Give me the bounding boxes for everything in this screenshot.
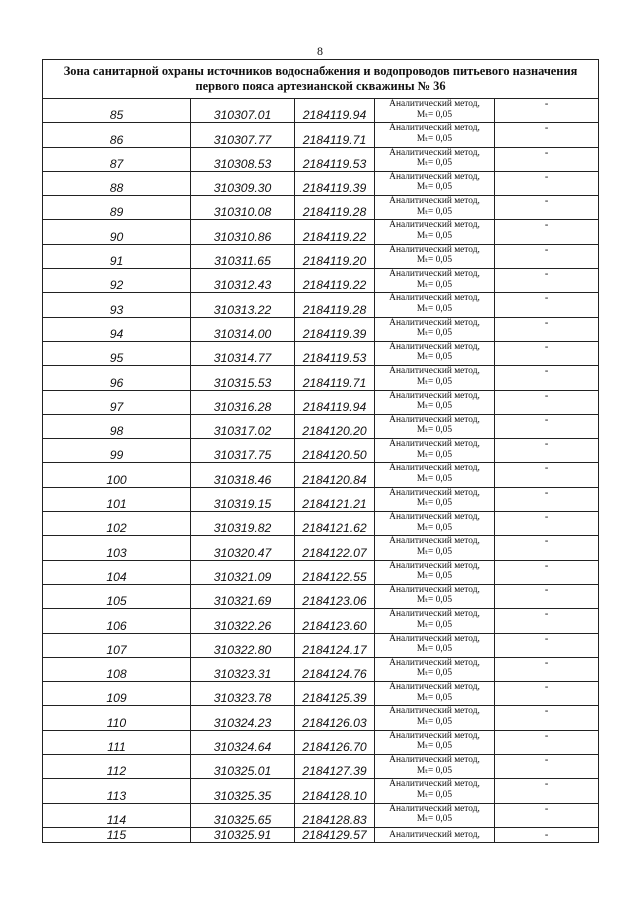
y-coordinate-cell: 2184119.20 [295, 244, 375, 268]
y-coordinate-cell: 2184119.22 [295, 220, 375, 244]
table-row [43, 633, 599, 657]
method-label: Аналитический метод, [389, 414, 480, 425]
accuracy-label: Mₜ= 0,05 [416, 328, 453, 339]
x-coordinate-cell: 310310.08 [191, 196, 295, 220]
method-label: Аналитический метод, [389, 123, 480, 134]
table-row [43, 560, 599, 584]
accuracy-label: Mₜ= 0,05 [416, 206, 453, 217]
point-number-cell: 113 [43, 779, 191, 803]
y-coordinate-cell: 2184120.50 [295, 439, 375, 463]
method-cell [375, 293, 495, 317]
coordinates-table [42, 59, 599, 843]
x-coordinate-cell: 310309.30 [191, 171, 295, 195]
y-coordinate-cell: 2184119.71 [295, 123, 375, 147]
point-number-cell: 98 [43, 414, 191, 438]
method-label: Аналитический метод, [389, 366, 480, 377]
accuracy-label: Mₜ= 0,05 [416, 255, 453, 266]
accuracy-label: Mₜ= 0,05 [416, 230, 453, 241]
table-row [43, 244, 599, 268]
method-label: Аналитический метод, [389, 730, 480, 741]
method-label: Аналитический метод, [389, 609, 480, 620]
empty-value-cell: - [495, 196, 599, 220]
method-cell [375, 414, 495, 438]
table-row [43, 147, 599, 171]
accuracy-label: Mₜ= 0,05 [416, 716, 453, 727]
empty-value-cell: - [495, 682, 599, 706]
method-cell [375, 317, 495, 341]
empty-value-cell: - [495, 123, 599, 147]
point-number-cell: 102 [43, 512, 191, 536]
x-coordinate-cell: 310311.65 [191, 244, 295, 268]
empty-value-cell: - [495, 390, 599, 414]
method-label: Аналитический метод, [389, 220, 480, 231]
method-label: Аналитический метод, [389, 560, 480, 571]
method-cell [375, 803, 495, 827]
empty-value-cell: - [495, 706, 599, 730]
method-label: Аналитический метод, [389, 536, 480, 547]
y-coordinate-cell: 2184119.71 [295, 366, 375, 390]
y-coordinate-cell: 2184127.39 [295, 755, 375, 779]
point-number-cell: 90 [43, 220, 191, 244]
method-cell [375, 244, 495, 268]
empty-value-cell: - [495, 269, 599, 293]
y-coordinate-cell: 2184119.28 [295, 196, 375, 220]
x-coordinate-cell: 310321.69 [191, 584, 295, 608]
empty-value-cell: - [495, 803, 599, 827]
y-coordinate-cell: 2184121.62 [295, 512, 375, 536]
table-row [43, 293, 599, 317]
method-cell [375, 341, 495, 365]
empty-value-cell: - [495, 609, 599, 633]
accuracy-label: Mₜ= 0,05 [416, 401, 453, 412]
method-label: Аналитический метод, [389, 633, 480, 644]
x-coordinate-cell: 310325.01 [191, 755, 295, 779]
y-coordinate-cell: 2184126.03 [295, 706, 375, 730]
table-row [43, 317, 599, 341]
empty-value-cell: - [495, 463, 599, 487]
point-number-cell: 87 [43, 147, 191, 171]
table-row [43, 463, 599, 487]
x-coordinate-cell: 310324.23 [191, 706, 295, 730]
method-label: Аналитический метод, [389, 269, 480, 280]
accuracy-label: Mₜ= 0,05 [416, 376, 453, 387]
x-coordinate-cell: 310315.53 [191, 366, 295, 390]
accuracy-label: Mₜ= 0,05 [416, 644, 453, 655]
empty-value-cell: - [495, 536, 599, 560]
y-coordinate-cell: 2184122.07 [295, 536, 375, 560]
method-cell [375, 123, 495, 147]
accuracy-label: Mₜ= 0,05 [416, 133, 453, 144]
method-cell [375, 755, 495, 779]
method-cell [375, 827, 495, 842]
point-number-cell: 112 [43, 755, 191, 779]
table-row [43, 512, 599, 536]
point-number-cell: 99 [43, 439, 191, 463]
point-number-cell: 108 [43, 657, 191, 681]
y-coordinate-cell: 2184119.39 [295, 317, 375, 341]
method-label: Аналитический метод, [389, 341, 480, 352]
empty-value-cell: - [495, 171, 599, 195]
method-label: Аналитический метод, [389, 657, 480, 668]
method-cell [375, 609, 495, 633]
table-row [43, 99, 599, 123]
x-coordinate-cell: 310320.47 [191, 536, 295, 560]
empty-value-cell: - [495, 755, 599, 779]
method-cell [375, 171, 495, 195]
empty-value-cell: - [495, 633, 599, 657]
accuracy-label: Mₜ= 0,05 [416, 668, 453, 679]
point-number-cell: 109 [43, 682, 191, 706]
accuracy-label: Mₜ= 0,05 [416, 303, 453, 314]
table-row [43, 803, 599, 827]
table-row [43, 439, 599, 463]
x-coordinate-cell: 310325.65 [191, 803, 295, 827]
point-number-cell: 101 [43, 487, 191, 511]
method-label: Аналитический метод, [389, 390, 480, 401]
x-coordinate-cell: 310322.80 [191, 633, 295, 657]
y-coordinate-cell: 2184119.28 [295, 293, 375, 317]
point-number-cell: 105 [43, 584, 191, 608]
empty-value-cell: - [495, 366, 599, 390]
method-cell [375, 487, 495, 511]
method-cell [375, 682, 495, 706]
y-coordinate-cell: 2184126.70 [295, 730, 375, 754]
point-number-cell: 92 [43, 269, 191, 293]
method-cell [375, 99, 495, 123]
method-cell [375, 536, 495, 560]
accuracy-label: Mₜ= 0,05 [416, 352, 453, 363]
x-coordinate-cell: 310323.31 [191, 657, 295, 681]
method-cell [375, 560, 495, 584]
accuracy-label: Mₜ= 0,05 [416, 182, 453, 193]
method-label: Аналитический метод, [389, 317, 480, 328]
empty-value-cell: - [495, 730, 599, 754]
accuracy-label: Mₜ= 0,05 [416, 498, 453, 509]
point-number-cell: 94 [43, 317, 191, 341]
accuracy-label: Mₜ= 0,05 [416, 814, 453, 825]
method-label: Аналитический метод, [389, 147, 480, 158]
point-number-cell: 97 [43, 390, 191, 414]
table-row [43, 755, 599, 779]
accuracy-label: Mₜ= 0,05 [416, 425, 453, 436]
method-cell [375, 706, 495, 730]
y-coordinate-cell: 2184128.10 [295, 779, 375, 803]
method-label: Аналитический метод, [389, 171, 480, 182]
method-cell [375, 390, 495, 414]
table-row [43, 487, 599, 511]
method-label: Аналитический метод, [389, 706, 480, 717]
x-coordinate-cell: 310312.43 [191, 269, 295, 293]
x-coordinate-cell: 310316.28 [191, 390, 295, 414]
y-coordinate-cell: 2184120.20 [295, 414, 375, 438]
y-coordinate-cell: 2184123.06 [295, 584, 375, 608]
x-coordinate-cell: 310322.26 [191, 609, 295, 633]
x-coordinate-cell: 310319.15 [191, 487, 295, 511]
empty-value-cell: - [495, 584, 599, 608]
empty-value-cell: - [495, 439, 599, 463]
point-number-cell: 96 [43, 366, 191, 390]
x-coordinate-cell: 310314.77 [191, 341, 295, 365]
method-label: Аналитический метод, [389, 803, 480, 814]
table-row [43, 123, 599, 147]
y-coordinate-cell: 2184122.55 [295, 560, 375, 584]
accuracy-label: Mₜ= 0,05 [416, 279, 453, 290]
table-title: Зона санитарной охраны источников водоснабжения и водопроводов питьевого назначения первого пояса артезианской скважины № 36 [43, 60, 599, 99]
point-number-cell: 103 [43, 536, 191, 560]
point-number-cell: 104 [43, 560, 191, 584]
point-number-cell: 111 [43, 730, 191, 754]
method-label: Аналитический метод, [389, 196, 480, 207]
method-cell [375, 269, 495, 293]
accuracy-label: Mₜ= 0,05 [416, 571, 453, 582]
y-coordinate-cell: 2184124.17 [295, 633, 375, 657]
x-coordinate-cell: 310310.86 [191, 220, 295, 244]
empty-value-cell: - [495, 99, 599, 123]
y-coordinate-cell: 2184125.39 [295, 682, 375, 706]
empty-value-cell: - [495, 317, 599, 341]
point-number-cell: 91 [43, 244, 191, 268]
accuracy-label: Mₜ= 0,05 [416, 619, 453, 630]
method-label: Аналитический метод, [389, 439, 480, 450]
x-coordinate-cell: 310319.82 [191, 512, 295, 536]
table-row [43, 682, 599, 706]
method-label: Аналитический метод, [389, 829, 480, 840]
table-row [43, 269, 599, 293]
point-number-cell: 114 [43, 803, 191, 827]
empty-value-cell: - [495, 341, 599, 365]
table-row [43, 171, 599, 195]
empty-value-cell: - [495, 560, 599, 584]
accuracy-label: Mₜ= 0,05 [416, 158, 453, 169]
x-coordinate-cell: 310325.91 [191, 827, 295, 842]
method-label: Аналитический метод, [389, 779, 480, 790]
empty-value-cell: - [495, 147, 599, 171]
x-coordinate-cell: 310324.64 [191, 730, 295, 754]
table-row [43, 341, 599, 365]
table-header-row [43, 60, 599, 99]
point-number-cell: 115 [43, 827, 191, 842]
empty-value-cell: - [495, 220, 599, 244]
point-number-cell: 86 [43, 123, 191, 147]
point-number-cell: 100 [43, 463, 191, 487]
accuracy-label: Mₜ= 0,05 [416, 449, 453, 460]
table-row [43, 536, 599, 560]
x-coordinate-cell: 310314.00 [191, 317, 295, 341]
x-coordinate-cell: 310318.46 [191, 463, 295, 487]
y-coordinate-cell: 2184119.94 [295, 99, 375, 123]
empty-value-cell: - [495, 657, 599, 681]
y-coordinate-cell: 2184123.60 [295, 609, 375, 633]
y-coordinate-cell: 2184128.83 [295, 803, 375, 827]
method-label: Аналитический метод, [389, 755, 480, 766]
x-coordinate-cell: 310317.75 [191, 439, 295, 463]
x-coordinate-cell: 310321.09 [191, 560, 295, 584]
method-cell [375, 633, 495, 657]
point-number-cell: 106 [43, 609, 191, 633]
method-label: Аналитический метод, [389, 244, 480, 255]
table-row [43, 706, 599, 730]
y-coordinate-cell: 2184124.76 [295, 657, 375, 681]
method-label: Аналитический метод, [389, 512, 480, 523]
method-label: Аналитический метод, [389, 487, 480, 498]
method-cell [375, 584, 495, 608]
y-coordinate-cell: 2184119.94 [295, 390, 375, 414]
y-coordinate-cell: 2184119.39 [295, 171, 375, 195]
method-cell [375, 463, 495, 487]
x-coordinate-cell: 310323.78 [191, 682, 295, 706]
y-coordinate-cell: 2184129.57 [295, 827, 375, 842]
method-cell [375, 196, 495, 220]
accuracy-label: Mₜ= 0,05 [416, 595, 453, 606]
accuracy-label: Mₜ= 0,05 [416, 765, 453, 776]
empty-value-cell: - [495, 244, 599, 268]
table-row [43, 584, 599, 608]
table-body [43, 60, 599, 843]
method-cell [375, 730, 495, 754]
table-row [43, 730, 599, 754]
x-coordinate-cell: 310325.35 [191, 779, 295, 803]
accuracy-label: Mₜ= 0,05 [416, 692, 453, 703]
empty-value-cell: - [495, 512, 599, 536]
empty-value-cell: - [495, 779, 599, 803]
table-row [43, 414, 599, 438]
point-number-cell: 89 [43, 196, 191, 220]
table-row [43, 220, 599, 244]
table-row [43, 609, 599, 633]
accuracy-label: Mₜ= 0,05 [416, 741, 453, 752]
accuracy-label: Mₜ= 0,05 [416, 522, 453, 533]
method-cell [375, 657, 495, 681]
point-number-cell: 107 [43, 633, 191, 657]
table-row [43, 390, 599, 414]
table-row [43, 196, 599, 220]
x-coordinate-cell: 310307.77 [191, 123, 295, 147]
method-label: Аналитический метод, [389, 463, 480, 474]
method-cell [375, 439, 495, 463]
method-cell [375, 512, 495, 536]
x-coordinate-cell: 310308.53 [191, 147, 295, 171]
point-number-cell: 85 [43, 99, 191, 123]
accuracy-label: Mₜ= 0,05 [416, 789, 453, 800]
point-number-cell: 88 [43, 171, 191, 195]
x-coordinate-cell: 310307.01 [191, 99, 295, 123]
empty-value-cell: - [495, 414, 599, 438]
point-number-cell: 93 [43, 293, 191, 317]
method-cell [375, 220, 495, 244]
y-coordinate-cell: 2184119.53 [295, 147, 375, 171]
table-row [43, 366, 599, 390]
empty-value-cell: - [495, 827, 599, 842]
point-number-cell: 110 [43, 706, 191, 730]
accuracy-label: Mₜ= 0,05 [416, 109, 453, 120]
empty-value-cell: - [495, 293, 599, 317]
y-coordinate-cell: 2184120.84 [295, 463, 375, 487]
empty-value-cell: - [495, 487, 599, 511]
method-label: Аналитический метод, [389, 584, 480, 595]
table-row [43, 779, 599, 803]
page-number: 8 [317, 44, 323, 58]
table-row [43, 827, 599, 842]
point-number-cell: 95 [43, 341, 191, 365]
y-coordinate-cell: 2184121.21 [295, 487, 375, 511]
accuracy-label: Mₜ= 0,05 [416, 473, 453, 484]
x-coordinate-cell: 310317.02 [191, 414, 295, 438]
method-label: Аналитический метод, [389, 682, 480, 693]
method-label: Аналитический метод, [389, 293, 480, 304]
method-cell [375, 779, 495, 803]
y-coordinate-cell: 2184119.53 [295, 341, 375, 365]
method-cell [375, 147, 495, 171]
method-cell [375, 366, 495, 390]
y-coordinate-cell: 2184119.22 [295, 269, 375, 293]
accuracy-label: Mₜ= 0,05 [416, 546, 453, 557]
method-label: Аналитический метод, [389, 99, 480, 109]
table-row [43, 657, 599, 681]
x-coordinate-cell: 310313.22 [191, 293, 295, 317]
